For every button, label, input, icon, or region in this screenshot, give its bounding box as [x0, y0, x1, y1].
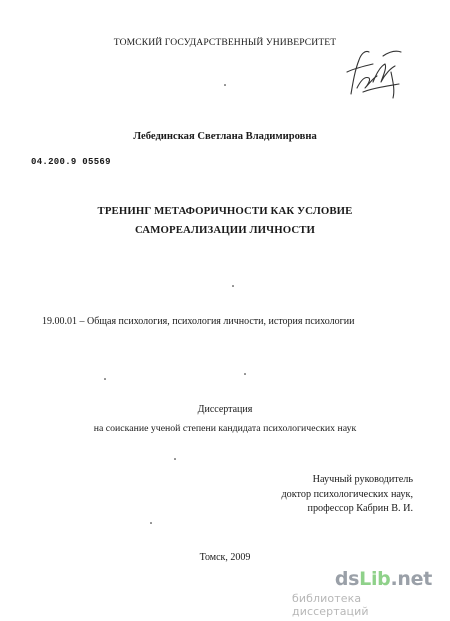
- supervisor-role: Научный руководитель: [312, 474, 413, 485]
- archive-stamp-code: 04.200.9 05569: [31, 157, 111, 167]
- dissertation-title-line-1: ТРЕНИНГ МЕТАФОРИЧНОСТИ КАК УСЛОВИЕ: [97, 205, 353, 217]
- author-name: Лебединская Светлана Владимировна: [133, 131, 317, 142]
- dslib-subtitle: библиотека диссертаций: [292, 592, 369, 618]
- scan-speck: [104, 378, 106, 380]
- city-year: Томск, 2009: [199, 552, 251, 563]
- brand-ds: ds: [334, 568, 360, 590]
- university-name: ТОМСКИЙ ГОСУДАРСТВЕННЫЙ УНИВЕРСИТЕТ: [113, 37, 337, 48]
- dissertation-label: Диссертация: [197, 404, 253, 415]
- scan-speck: [244, 373, 246, 375]
- dslib-watermark-logo: [292, 568, 444, 618]
- specialty-code: 19.00.01 – Общая психология, психология личности, история психологии: [42, 316, 355, 327]
- dissertation-title-line-2: САМОРЕАЛИЗАЦИИ ЛИЧНОСТИ: [134, 224, 316, 236]
- supervisor-degree: доктор психологических наук,: [281, 489, 413, 500]
- handwritten-signature: [343, 42, 405, 100]
- scan-speck: [174, 458, 176, 460]
- scan-speck: [232, 285, 234, 287]
- brand-lib: Lib: [359, 568, 391, 590]
- dslib-brand: [335, 568, 432, 590]
- brand-net: .net: [390, 568, 432, 590]
- degree-subtitle: на соискание ученой степени кандидата психологических наук: [93, 423, 357, 434]
- scan-speck: [150, 522, 152, 524]
- supervisor-name: профессор Кабрин В. И.: [307, 503, 413, 514]
- scan-speck: [224, 84, 226, 86]
